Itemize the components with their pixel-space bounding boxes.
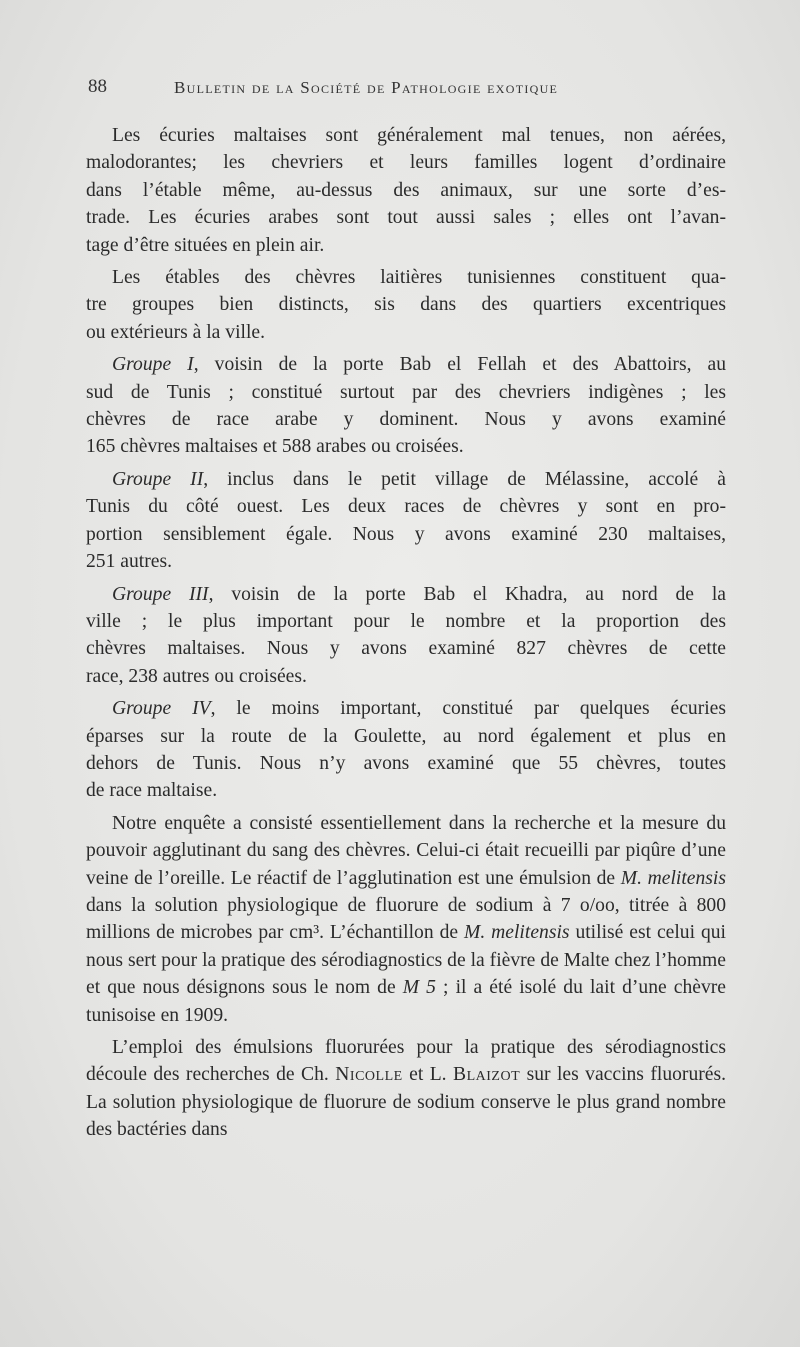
text-line: chèvres de race arabe y dominent. Nous y avons examiné: [86, 409, 726, 431]
text-run: sur les vaccins fluorurés. La solution physiologique de fluorure de sodium conserve le plus grand nombre des bactéries dans: [86, 1064, 727, 1141]
text-run: Notre enquête a consisté essentiellement dans la recherche et la mesure du pouvoir agglutinant du sang des chèvres. Celui-ci était recueilli par piqûre d’une veine de l’oreille. Le réactif de l’agglutination est une émulsion de: [86, 812, 726, 889]
paragraph-groupe-2: [86, 466, 726, 576]
text-line: dans l’étable même, au-dessus des animaux, sur une sorte d’es-: [86, 179, 726, 201]
text-line: Les écuries maltaises sont généralement mal tenues, non aérées,: [112, 125, 726, 146]
author-name: Blaizot: [453, 1064, 521, 1086]
text-run: , le moins important, constitué par quelques écuries: [210, 698, 726, 720]
text-line: chèvres maltaises. Nous y avons examiné 827 chèvres de cette: [86, 638, 726, 660]
paragraph: [86, 122, 726, 259]
text-line: éparses sur la route de la Goulette, au nord également et plus en: [86, 725, 726, 747]
page-number: 88: [88, 76, 107, 97]
italic-term: M 5: [402, 977, 436, 999]
text-run: , voisin de la porte Bab el Khadra, au nord de la: [208, 583, 727, 605]
paragraph-groupe-4: [86, 695, 726, 805]
paragraph-enquete: [86, 810, 726, 1029]
text-run: , inclus dans le petit village de Mélassine, accolé à: [203, 468, 726, 490]
paragraph-groupe-3: [86, 581, 726, 691]
text-line: malodorantes; les chevriers et leurs familles logent d’ordinaire: [86, 152, 726, 174]
text-line: [86, 466, 726, 493]
text-line: trade. Les écuries arabes sont tout aussi sales ; elles ont l’avan-: [86, 207, 726, 229]
text-line: 165 chèvres maltaises et 588 arabes ou croisées.: [86, 436, 464, 458]
text-run: et L.: [402, 1064, 454, 1086]
page-header: [86, 76, 726, 102]
text-run: utilisé est celui qui nous sert pour la pratique des sérodiagnostics de la fièvre de Malte chez l’homme et que nous désignons sous le nom de: [86, 922, 726, 999]
text-line: [86, 695, 726, 722]
running-title: Bulletin de la Société de Pathologie exotique: [174, 78, 559, 97]
group-heading: Groupe I: [112, 354, 194, 376]
text-run: , voisin de la porte Bab el Fellah et des Abattoirs, au: [193, 354, 726, 376]
text-run: L’emploi des émulsions fluorurées pour la pratique des sérodiagnostics découle des recherches de Ch.: [86, 1037, 726, 1086]
text-line: tre groupes bien distincts, sis dans des quartiers excentriques: [86, 294, 726, 316]
text-line: tage d’être situées en plein air.: [86, 234, 325, 256]
text-line: sud de Tunis ; constitué surtout par des chevriers indigènes ; les: [86, 381, 726, 403]
text-line: [86, 351, 726, 378]
italic-term: M. melitensis: [620, 867, 726, 889]
text-run: ; il a été isolé du lait d’une chèvre tunisoise en 1909.: [86, 977, 726, 1026]
paragraph-emulsions: [86, 1034, 726, 1144]
text-line: ville ; le plus important pour le nombre et la proportion des: [86, 610, 726, 632]
group-heading: Groupe II: [112, 468, 204, 490]
text-line: Les étables des chèvres laitières tunisiennes constituent qua-: [112, 267, 726, 289]
text-line: race, 238 autres ou croisées.: [86, 665, 307, 687]
text-line: [86, 581, 726, 608]
text-line: 251 autres.: [86, 551, 172, 573]
text-line: Tunis du côté ouest. Les deux races de chèvres y sont en pro-: [86, 496, 726, 518]
body-text: [86, 122, 726, 1149]
author-name: Nicolle: [335, 1064, 403, 1086]
group-heading: Groupe IV: [112, 698, 211, 720]
text-line: ou extérieurs à la ville.: [86, 321, 265, 343]
text-run: dans la solution physiologique de fluorure de sodium à 7 o/oo, titrée à 800 millions de microbes par cm³. L’échantillon de: [86, 894, 726, 944]
text-line: dehors de Tunis. Nous n’y avons examiné que 55 chèvres, toutes: [86, 752, 726, 774]
group-heading: Groupe III: [112, 583, 209, 605]
paragraph: [86, 264, 726, 346]
paragraph-groupe-1: [86, 351, 726, 461]
italic-term: M. melitensis: [464, 922, 570, 944]
text-line: portion sensiblement égale. Nous y avons examiné 230 maltaises,: [86, 523, 726, 545]
text-line: de race maltaise.: [86, 780, 218, 802]
